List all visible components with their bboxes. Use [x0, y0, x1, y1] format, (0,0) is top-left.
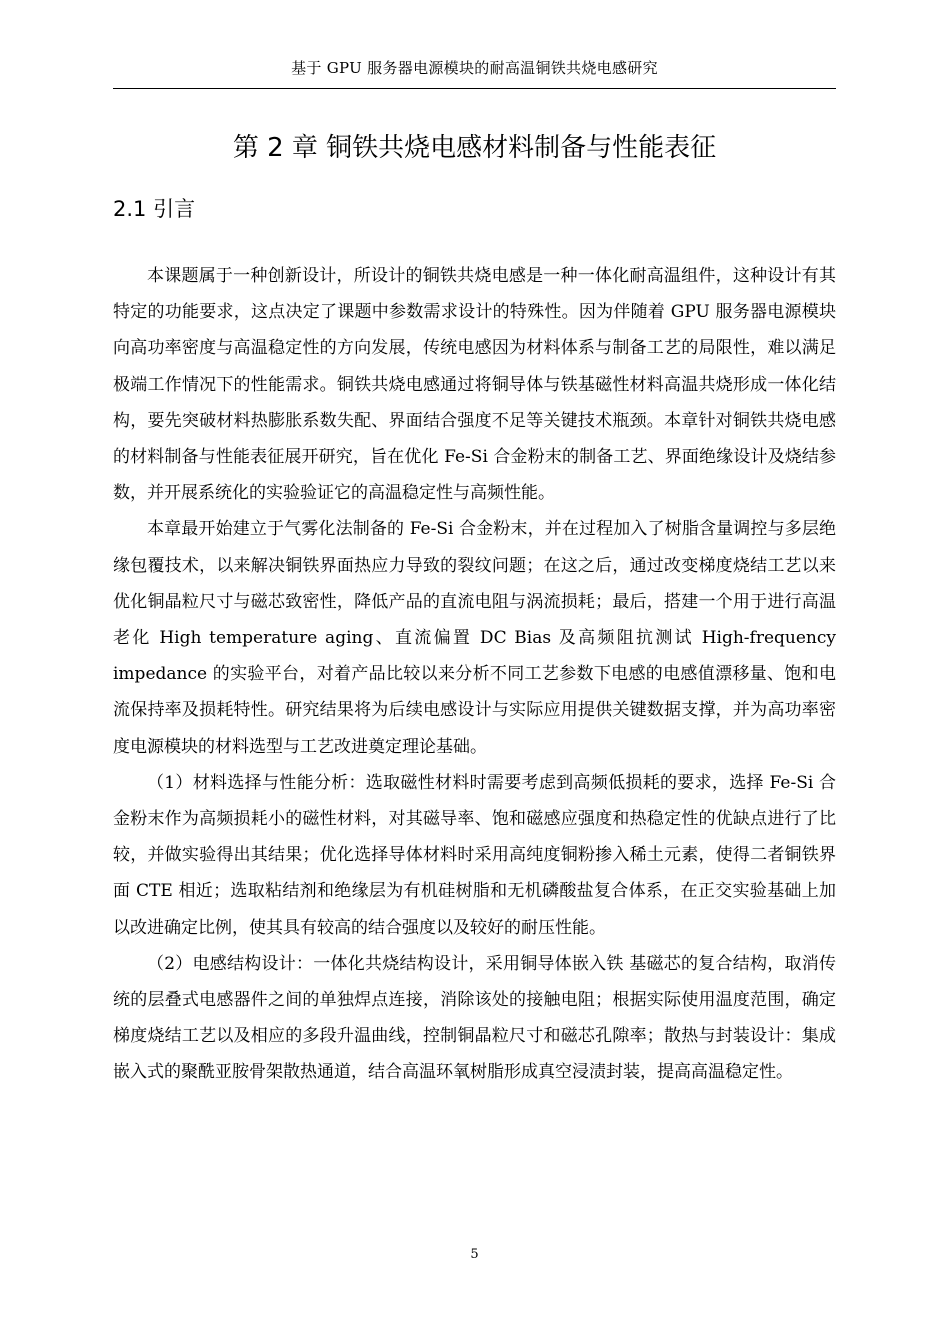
running-header: 基于 GPU 服务器电源模块的耐高温铜铁共烧电感研究: [291, 59, 658, 77]
paragraph: 本课题属于一种创新设计，所设计的铜铁共烧电感是一种一体化耐高温组件，这种设计有其特定的功能要求，这点决定了课题中参数需求设计的特殊性。因为伴随着 GPU 服务器电源模块向高功率密度与高温稳定性的方向发展，传统电感因为材料体系与制备工艺的局限性，难以满足极端工作情况下的性能需求。铜铁共烧电感通过将铜导体与铁基磁性材料高温共烧形成一体化结构，要先突破材料热膨胀系数失配、界面结合强度不足等关键技术瓶颈。本章针对铜铁共烧电感的材料制备与性能表征展开研究，旨在优化 Fe-Si 合金粉末的制备工艺、界面绝缘设计及烧结参数，并开展系统化的实验验证它的高温稳定性与高频性能。: [113, 266, 836, 504]
body-text: [113, 258, 836, 1091]
section-title: 2.1 引言: [113, 197, 196, 221]
paragraph: 本章最开始建立于气雾化法制备的 Fe-Si 合金粉末，并在过程加入了树脂含量调控与多层绝缘包覆技术，以来解决铜铁界面热应力导致的裂纹问题；在这之后，通过改变梯度烧结工艺以来优化铜晶粒尺寸与磁芯致密性，降低产品的直流电阻与涡流损耗；最后，搭建一个用于进行高温老化 High temperature aging、直流偏置 DC Bias 及高频阻抗测试 High-frequency impedance 的实验平台，对着产品比较以来分析不同工艺参数下电感的电感值漂移量、饱和电流保持率及损耗特性。研究结果将为后续电感设计与实际应用提供关键数据支撑，并为高功率密度电源模块的材料选型与工艺改进奠定理论基础。: [113, 519, 836, 757]
page-number: 5: [470, 1247, 479, 1262]
paragraph: （2）电感结构设计：一体化共烧结构设计，采用铜导体嵌入铁 基磁芯的复合结构，取消传统的层叠式电感器件之间的单独焊点连接，消除该处的接触电阻；根据实际使用温度范围，确定梯度烧结工艺以及相应的多段升温曲线，控制铜晶粒尺寸和磁芯孔隙率；散热与封装设计：集成嵌入式的聚酰亚胺骨架散热通道，结合高温环氧树脂形成真空浸渍封装，提高高温稳定性。: [113, 953, 836, 1083]
chapter-title: 第 2 章 铜铁共烧电感材料制备与性能表征: [232, 133, 717, 163]
paragraph: （1）材料选择与性能分析：选取磁性材料时需要考虑到高频低损耗的要求，选择 Fe-Si 合金粉末作为高频损耗小的磁性材料，对其磁导率、饱和磁感应强度和热稳定性的优缺点进行了比较，并做实验得出其结果；优化选择导体材料时采用高纯度铜粉掺入稀土元素，使得二者铜铁界面 CTE 相近；选取粘结剂和绝缘层为有机硅树脂和无机磷酸盐复合体系，在正交实验基础上加以改进确定比例，使其具有较高的结合强度以及较好的耐压性能。: [113, 772, 836, 938]
header-divider: [113, 88, 836, 89]
